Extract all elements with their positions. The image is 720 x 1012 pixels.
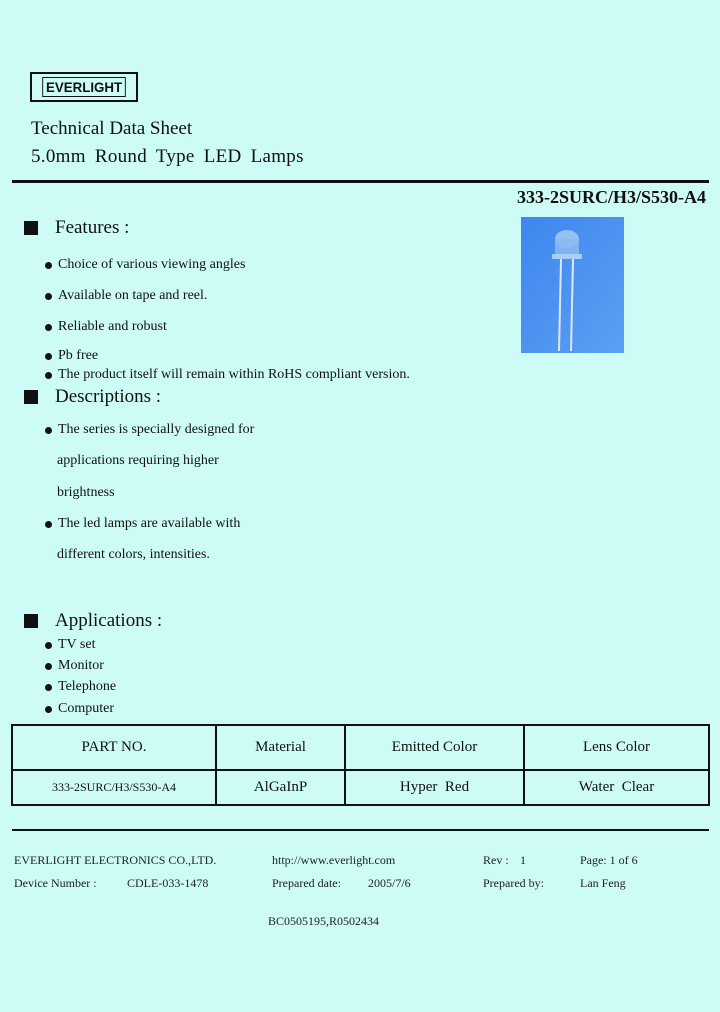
application-text: Telephone bbox=[58, 679, 117, 694]
feature-item bbox=[45, 288, 207, 304]
led-lamp-icon bbox=[521, 217, 624, 353]
doc-subtitle: 5.0mm Round Type LED Lamps bbox=[31, 146, 304, 167]
prepared-by-value: Lan Feng bbox=[580, 876, 626, 890]
table-cell: Hyper Red bbox=[345, 770, 524, 805]
bullet-icon bbox=[45, 372, 52, 379]
bullet-icon bbox=[45, 293, 52, 300]
application-text: TV set bbox=[58, 637, 96, 652]
doc-title: Technical Data Sheet bbox=[31, 118, 193, 139]
document-code: BC0505195,R0502434 bbox=[268, 914, 380, 928]
everlight-logo bbox=[30, 72, 138, 102]
descriptions-heading-label: Descriptions : bbox=[55, 386, 162, 407]
description-text: The series is specially designed for bbox=[58, 422, 255, 437]
square-bullet-icon bbox=[24, 221, 38, 235]
bullet-icon bbox=[45, 684, 52, 691]
descriptions-heading bbox=[24, 386, 161, 408]
square-bullet-icon bbox=[24, 614, 38, 628]
table-header-cell: PART NO. bbox=[12, 725, 216, 770]
page-number: Page: 1 of 6 bbox=[580, 853, 638, 867]
description-text: applications requiring higher bbox=[57, 453, 219, 468]
bullet-icon bbox=[45, 427, 52, 434]
table-row bbox=[12, 770, 709, 805]
feature-item bbox=[45, 348, 98, 364]
bullet-icon bbox=[45, 353, 52, 360]
rev-label: Rev : bbox=[483, 853, 509, 867]
square-bullet-icon bbox=[24, 390, 38, 404]
feature-text: The product itself will remain within RoHS compliant version. bbox=[58, 367, 410, 382]
prepared-by-label: Prepared by: bbox=[483, 876, 544, 890]
features-heading-label: Features : bbox=[55, 217, 130, 238]
table-cell: Water Clear bbox=[524, 770, 709, 805]
bullet-icon bbox=[45, 663, 52, 670]
table-cell: 333-2SURC/H3/S530-A4 bbox=[12, 770, 216, 805]
table-header-row bbox=[12, 725, 709, 770]
bullet-icon bbox=[45, 706, 52, 713]
header-rule bbox=[12, 180, 709, 183]
description-item bbox=[45, 422, 254, 438]
bullet-icon bbox=[45, 324, 52, 331]
feature-text: Reliable and robust bbox=[58, 319, 167, 334]
bullet-icon bbox=[45, 521, 52, 528]
footer-rule bbox=[12, 829, 709, 831]
features-heading bbox=[24, 217, 129, 239]
part-number: 333-2SURC/H3/S530-A4 bbox=[516, 187, 706, 207]
description-text: different colors, intensities. bbox=[57, 547, 210, 562]
website-link[interactable]: http://www.everlight.com bbox=[272, 853, 396, 867]
application-text: Computer bbox=[58, 701, 114, 716]
application-item bbox=[45, 701, 114, 717]
feature-text: Choice of various viewing angles bbox=[58, 257, 246, 272]
led-lamp-photo bbox=[521, 217, 624, 353]
spec-table bbox=[11, 724, 710, 806]
application-text: Monitor bbox=[58, 658, 104, 673]
feature-text: Available on tape and reel. bbox=[58, 288, 208, 303]
table-cell: AlGaInP bbox=[216, 770, 345, 805]
table-header-cell: Material bbox=[216, 725, 345, 770]
description-item bbox=[45, 516, 240, 532]
bullet-icon bbox=[45, 262, 52, 269]
description-text: brightness bbox=[57, 485, 115, 500]
feature-item bbox=[45, 319, 167, 335]
bullet-icon bbox=[45, 642, 52, 649]
feature-item bbox=[45, 257, 245, 273]
applications-heading-label: Applications : bbox=[55, 610, 163, 631]
description-text: The led lamps are available with bbox=[58, 516, 241, 531]
application-item bbox=[45, 637, 95, 653]
applications-heading bbox=[24, 610, 162, 632]
application-item bbox=[45, 658, 104, 674]
prepared-date-value: 2005/7/6 bbox=[368, 876, 411, 890]
prepared-date-label: Prepared date: bbox=[272, 876, 341, 890]
rev-value: 1 bbox=[520, 853, 526, 867]
company-name: EVERLIGHT ELECTRONICS CO.,LTD. bbox=[14, 853, 217, 867]
application-item bbox=[45, 679, 116, 695]
feature-item bbox=[45, 367, 410, 383]
feature-text: Pb free bbox=[58, 348, 99, 363]
device-number-value: CDLE-033-1478 bbox=[127, 876, 209, 890]
logo-text: EVERLIGHT bbox=[42, 77, 126, 97]
device-number-label: Device Number : bbox=[14, 876, 97, 890]
table-header-cell: Emitted Color bbox=[345, 725, 524, 770]
table-header-cell: Lens Color bbox=[524, 725, 709, 770]
